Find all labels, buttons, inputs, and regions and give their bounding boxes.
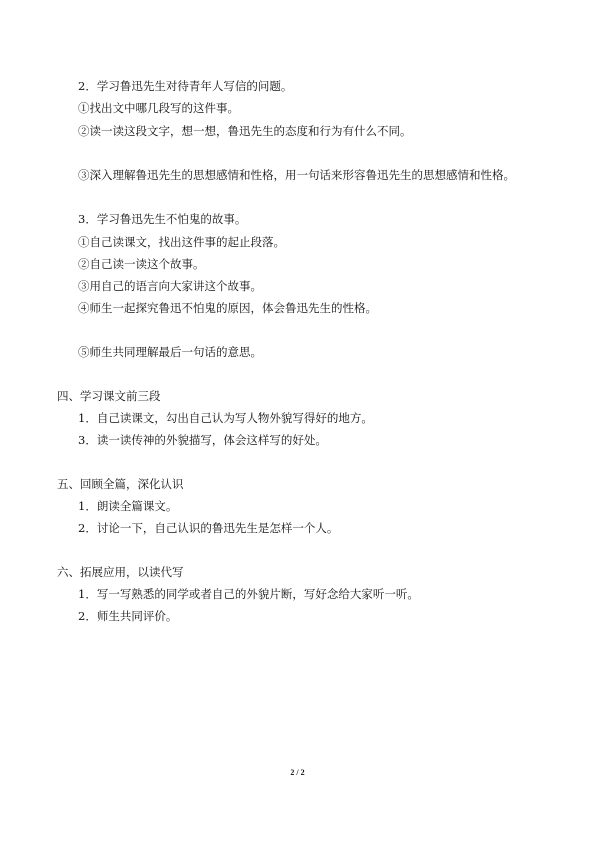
text-line: 1．朗读全篇课文。 bbox=[78, 499, 178, 513]
text-line: ②读一读这段文字，想一想，鲁迅先生的态度和行为有什么不同。 bbox=[78, 124, 412, 138]
text-line: 3．读一读传神的外貌描写，体会这样写的好处。 bbox=[78, 433, 327, 447]
text-line: ③深入理解鲁迅先生的思想感情和性格，用一句话来形容鲁迅先生的思想感情和性格。 bbox=[78, 168, 515, 182]
text-line: 1．自己读课文，勾出自己认为写人物外貌写得好的地方。 bbox=[78, 411, 373, 425]
page-number: 2 / 2 bbox=[290, 768, 305, 777]
text-line: ①找出文中哪几段写的这件事。 bbox=[78, 101, 239, 115]
section-heading: 六、拓展应用，以读代写 bbox=[57, 565, 184, 579]
text-line: 2．师生共同评价。 bbox=[78, 609, 178, 623]
section-heading: 五、回顾全篇，深化认识 bbox=[57, 477, 184, 491]
text-line: ④师生一起探究鲁迅不怕鬼的原因，体会鲁迅先生的性格。 bbox=[78, 301, 377, 315]
text-line: 2．讨论一下，自己认识的鲁迅先生是怎样一个人。 bbox=[78, 521, 339, 535]
text-line: ②自己读一读这个故事。 bbox=[78, 257, 205, 271]
text-line: 1．写一写熟悉的同学或者自己的外貌片断，写好念给大家听一听。 bbox=[78, 587, 419, 601]
text-line: ①自己读课文，找出这件事的起止段落。 bbox=[78, 235, 285, 249]
text-line: 3．学习鲁迅先生不怕鬼的故事。 bbox=[78, 212, 247, 226]
text-line: ⑤师生共同理解最后一句话的意思。 bbox=[78, 345, 262, 359]
text-line: 2．学习鲁迅先生对待青年人写信的问题。 bbox=[78, 79, 293, 93]
section-heading: 四、学习课文前三段 bbox=[57, 389, 161, 403]
text-line: ③用自己的语言向大家讲这个故事。 bbox=[78, 279, 262, 293]
